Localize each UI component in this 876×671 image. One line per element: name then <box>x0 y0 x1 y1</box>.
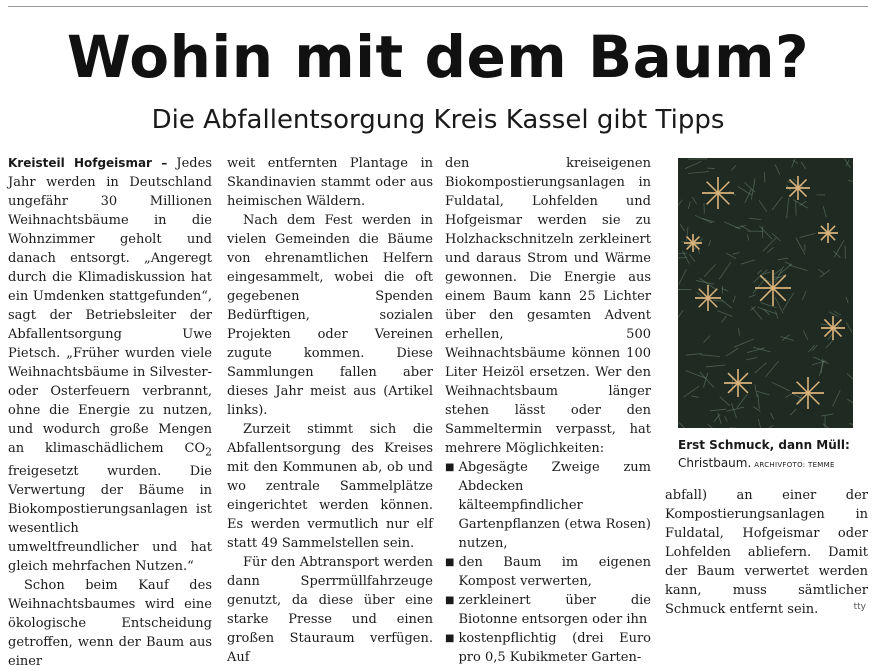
paragraph: Zurzeit stimmt sich die Abfallentsorgung des Kreises mit den Kommunen ab, ob und wo zentrale Sammelplätze eingerichtet werden können. Es werden vermutlich nur elf statt 49 Sammelstellen sein. <box>227 420 433 553</box>
paragraph: weit entfernten Plantage in Skandinavien stammt oder aus heimischen Wäldern. <box>227 154 433 211</box>
paragraph: den kreiseigenen Biokompostierungsanlagen in Fuldatal, Lohfelden und Hofgeismar werden sie zu Holzhackschnitzeln zerkleinert und daraus Strom und Wärme gewonnen. Die Energie aus einem Baum kann 25 Lichter über den gesamten Advent erhellen, 500 Weihnachtsbäume können 100 Liter Heizöl ersetzen. Wer den Weihnachtsbaum länger stehen lässt oder den Sammeltermin verpasst, hat mehrere Möglichkeiten: <box>445 154 651 458</box>
square-bullet-icon: ■ <box>445 591 454 629</box>
body-text: Jedes Jahr werden in Deutschland ungefähr 30 Millionen Weihnachtsbäume in die Wohnzimmer geholt und danach entsorgt. „Angeregt durch die Klimadiskussion hat ein Umdenken stattgefunden“, sagt der Betriebsleiter der Abfallentsorgung Uwe Pietsch. „Früher wurden viele Weihnachtsbäume in Silvester- oder Osterfeuern verbrannt, ohne die Energie zu nutzen, und wodurch große Mengen an klimaschädlichem CO <box>8 156 212 456</box>
paragraph: Nach dem Fest werden in vielen Gemeinden die Bäume von ehrenamtlichen Helfern eingesammelt, wobei die oft gegebenen Spenden Bedürftigen, sozialen Projekten oder Vereinen zugute kommen. Diese Sammlungen fallen aber dieses Jahr meist aus (Artikel links). <box>227 211 433 420</box>
square-bullet-icon: ■ <box>445 629 454 667</box>
photo-credit: ARCHIVFOTO: TEMME <box>754 461 834 469</box>
column-3 <box>445 154 651 667</box>
column-1 <box>8 154 212 671</box>
paragraph: Schon beim Kauf des Weihnachtsbaumes wird eine ökologische Entscheidung getroffen, wenn der Baum aus einer <box>8 576 212 671</box>
author-initials: tty <box>854 602 866 612</box>
bullet-text: kostenpflichtig (drei Euro pro 0,5 Kubikmeter Garten- <box>458 629 651 667</box>
subheadline: Die Abfallentsorgung Kreis Kassel gibt Tipps <box>0 102 876 138</box>
paragraph <box>8 154 212 576</box>
column-4 <box>665 486 868 619</box>
paragraph: abfall) an einer der Kompostierungsanlagen in Fuldatal, Hofgeismar oder Lohfelden abliefern. Damit der Baum verwertet werden kann, muss sämtlicher Schmuck entfernt sein. <box>665 486 868 619</box>
bullet-text: den Baum im eigenen Kompost verwerten, <box>458 553 651 591</box>
caption-title: Erst Schmuck, dann Müll: <box>678 438 850 452</box>
headline: Wohin mit dem Baum? <box>0 18 876 96</box>
bullet-text: Abgesägte Zweige zum Abdecken kälteempfindlicher Gartenpflanzen (etwa Rosen) nutzen, <box>458 458 651 553</box>
photo-caption <box>678 436 863 474</box>
christmas-tree-photo <box>678 158 853 428</box>
square-bullet-icon: ■ <box>445 553 454 591</box>
top-rule <box>8 6 868 7</box>
caption-text: Christbaum. <box>678 456 751 470</box>
bullet-item <box>445 553 651 591</box>
column-2 <box>227 154 433 667</box>
dateline: Kreisteil Hofgeismar – <box>8 156 167 170</box>
square-bullet-icon: ■ <box>445 458 454 553</box>
subscript-2: 2 <box>205 446 212 459</box>
bullet-item <box>445 629 651 667</box>
bullet-item <box>445 591 651 629</box>
straw-star-icon <box>678 158 853 428</box>
body-text: freigesetzt wurden. Die Verwertung der Bäume in Biokompostierungsanlagen ist wesentlich umweltfreundlicher und hat gleich mehrfachen Nutzen.“ <box>8 464 212 574</box>
bullet-text: zerkleinert über die Biotonne entsorgen oder ihn <box>458 591 651 629</box>
paragraph: Für den Abtransport werden dann Sperrmüllfahrzeuge genutzt, da diese über eine starke Presse und einen großen Stauraum verfügen. Auf <box>227 553 433 667</box>
bullet-item <box>445 458 651 553</box>
